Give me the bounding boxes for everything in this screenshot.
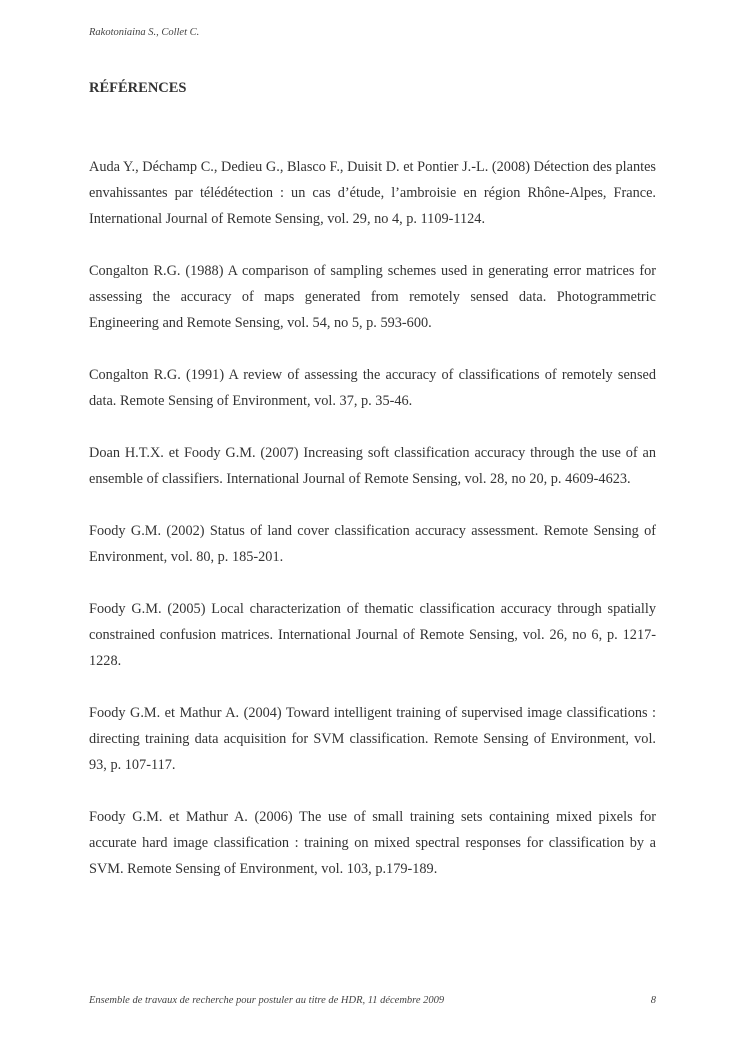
section-title: RÉFÉRENCES xyxy=(89,80,187,96)
footer-text: Ensemble de travaux de recherche pour postuler au titre de HDR, 11 décembre 2009 xyxy=(89,995,445,1006)
page-number: 8 xyxy=(650,995,656,1006)
reference-item: Congalton R.G. (1988) A comparison of sampling schemes used in generating error matrices for assessing the accuracy of maps generated from remotely sensed data. Photogrammetric Engineering and Remote Sensing, vol. 54, no 5, p. 593-600. xyxy=(89,263,656,331)
reference-item: Foody G.M. (2005) Local characterization of thematic classification accuracy through spatially constrained confusion matrices. International Journal of Remote Sensing, vol. 26, no 6, p. 1217-1228. xyxy=(89,601,656,669)
reference-item: Doan H.T.X. et Foody G.M. (2007) Increasing soft classification accuracy through the use of an ensemble of classifiers. International Journal of Remote Sensing, vol. 28, no 20, p. 4609-4623. xyxy=(89,445,656,487)
reference-item: Foody G.M. (2002) Status of land cover classification accuracy assessment. Remote Sensing of Environment, vol. 80, p. 185-201. xyxy=(89,523,656,565)
page-footer xyxy=(89,995,656,1006)
reference-item: Congalton R.G. (1991) A review of assessing the accuracy of classifications of remotely sensed data. Remote Sensing of Environment, vol. 37, p. 35-46. xyxy=(89,367,656,409)
reference-item: Foody G.M. et Mathur A. (2004) Toward intelligent training of supervised image classifications : directing training data acquisition for SVM classification. Remote Sensing of Environment, vol. 93, p. 107-117. xyxy=(89,705,656,773)
reference-list xyxy=(89,154,656,908)
running-head: Rakotoniaina S., Collet C. xyxy=(89,27,200,38)
reference-item: Auda Y., Déchamp C., Dedieu G., Blasco F., Duisit D. et Pontier J.-L. (2008) Détection des plantes envahissantes par télédétection : un cas d’étude, l’ambroisie en région Rhône-Alpes, France. International Journal of Remote Sensing, vol. 29, no 4, p. 1109-1124. xyxy=(89,159,656,227)
reference-item: Foody G.M. et Mathur A. (2006) The use of small training sets containing mixed pixels for accurate hard image classification : training on mixed spectral responses for classification by a SVM. Remote Sensing of Environment, vol. 103, p.179-189. xyxy=(89,809,656,877)
